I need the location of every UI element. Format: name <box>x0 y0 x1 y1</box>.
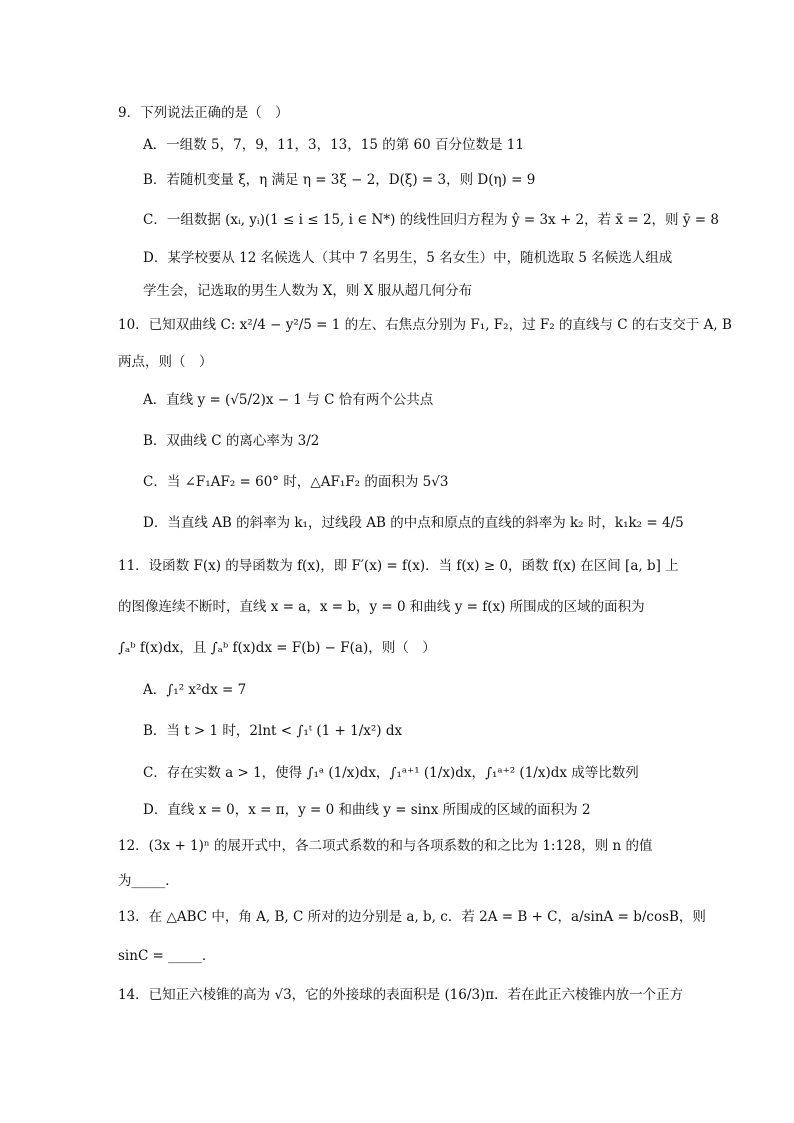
q9-option-d-line2: 学生会，记选取的男生人数为 X，则 X 服从超几何分布 <box>143 283 473 299</box>
q11-option-c: C．存在实数 a > 1，使得 ∫₁ᵃ (1/x)dx，∫₁ᵃ⁺¹ (1/x)dx，∫₁ᵃ⁺² (1/x)dx 成等比数列 <box>143 765 639 781</box>
q11-stem-line2: 的图像连续不断时，直线 x = a，x = b，y = 0 和曲线 y = f(x) 所围成的区域的面积为 <box>118 599 645 615</box>
q12-line1: 12．(3x + 1)ⁿ 的展开式中，各二项式系数的和与各项系数的和之比为 1:128，则 n 的值 <box>118 838 653 854</box>
q13-line2: sinC = _____． <box>118 948 216 964</box>
q10-option-b: B．双曲线 C 的离心率为 3/2 <box>143 433 320 449</box>
q10-option-c: C．当 ∠F₁AF₂ = 60° 时，△AF₁F₂ 的面积为 5√3 <box>143 474 449 490</box>
q10-option-d: D．当直线 AB 的斜率为 k₁，过线段 AB 的中点和原点的直线的斜率为 k₂ 时，k₁k₂ = 4/5 <box>143 515 684 531</box>
q11-option-b: B．当 t > 1 时，2lnt < ∫₁ᵗ (1 + 1/x²) dx <box>143 723 403 739</box>
q11-option-d: D．直线 x = 0，x = π，y = 0 和曲线 y = sinx 所围成的区域的面积为 2 <box>143 802 591 818</box>
q11-option-a: A．∫₁² x²dx = 7 <box>143 682 247 698</box>
q11-stem-line3: ∫ₐᵇ f(x)dx，且 ∫ₐᵇ f(x)dx = F(b) − F(a)，则（ ） <box>118 640 436 656</box>
q12-line2: 为_____． <box>118 873 179 889</box>
q13-line1: 13．在 △ABC 中，角 A, B, C 所对的边分别是 a, b, c．若 2A = B + C，a/sinA = b/cosB，则 <box>118 909 706 925</box>
q11-stem-line1: 11．设函数 F(x) 的导函数为 f(x)，即 F′(x) = f(x)．当 f(x) ≥ 0，函数 f(x) 在区间 [a, b] 上 <box>118 558 679 574</box>
q9-option-b: B．若随机变量 ξ，η 满足 η = 3ξ − 2，D(ξ) = 3，则 D(η) = 9 <box>143 172 536 188</box>
q9-option-d-line1: D．某学校要从 12 名候选人（其中 7 名男生，5 名女生）中，随机选取 5 名候选人组成 <box>143 250 673 266</box>
q10-option-a: A．直线 y = (√5/2)x − 1 与 C 恰有两个公共点 <box>143 392 434 408</box>
q14-line1: 14．已知正六棱锥的高为 √3，它的外接球的表面积是 (16/3)π．若在此正六棱锥内放一个正方 <box>118 987 684 1003</box>
q10-stem-line1: 10．已知双曲线 C: x²/4 − y²/5 = 1 的左、右焦点分别为 F₁, F₂，过 F₂ 的直线与 C 的右支交于 A, B <box>118 317 732 333</box>
q9-stem: 9．下列说法正确的是（ ） <box>118 105 289 121</box>
q9-option-a: A．一组数 5，7，9，11，3，13，15 的第 60 百分位数是 11 <box>143 137 524 153</box>
q9-option-c: C．一组数据 (xᵢ, yᵢ)(1 ≤ i ≤ 15, i ∈ N*) 的线性回归方程为 ŷ = 3x + 2，若 x̄ = 2，则 ȳ = 8 <box>143 212 719 228</box>
q10-stem-line2: 两点，则（ ） <box>118 354 213 370</box>
